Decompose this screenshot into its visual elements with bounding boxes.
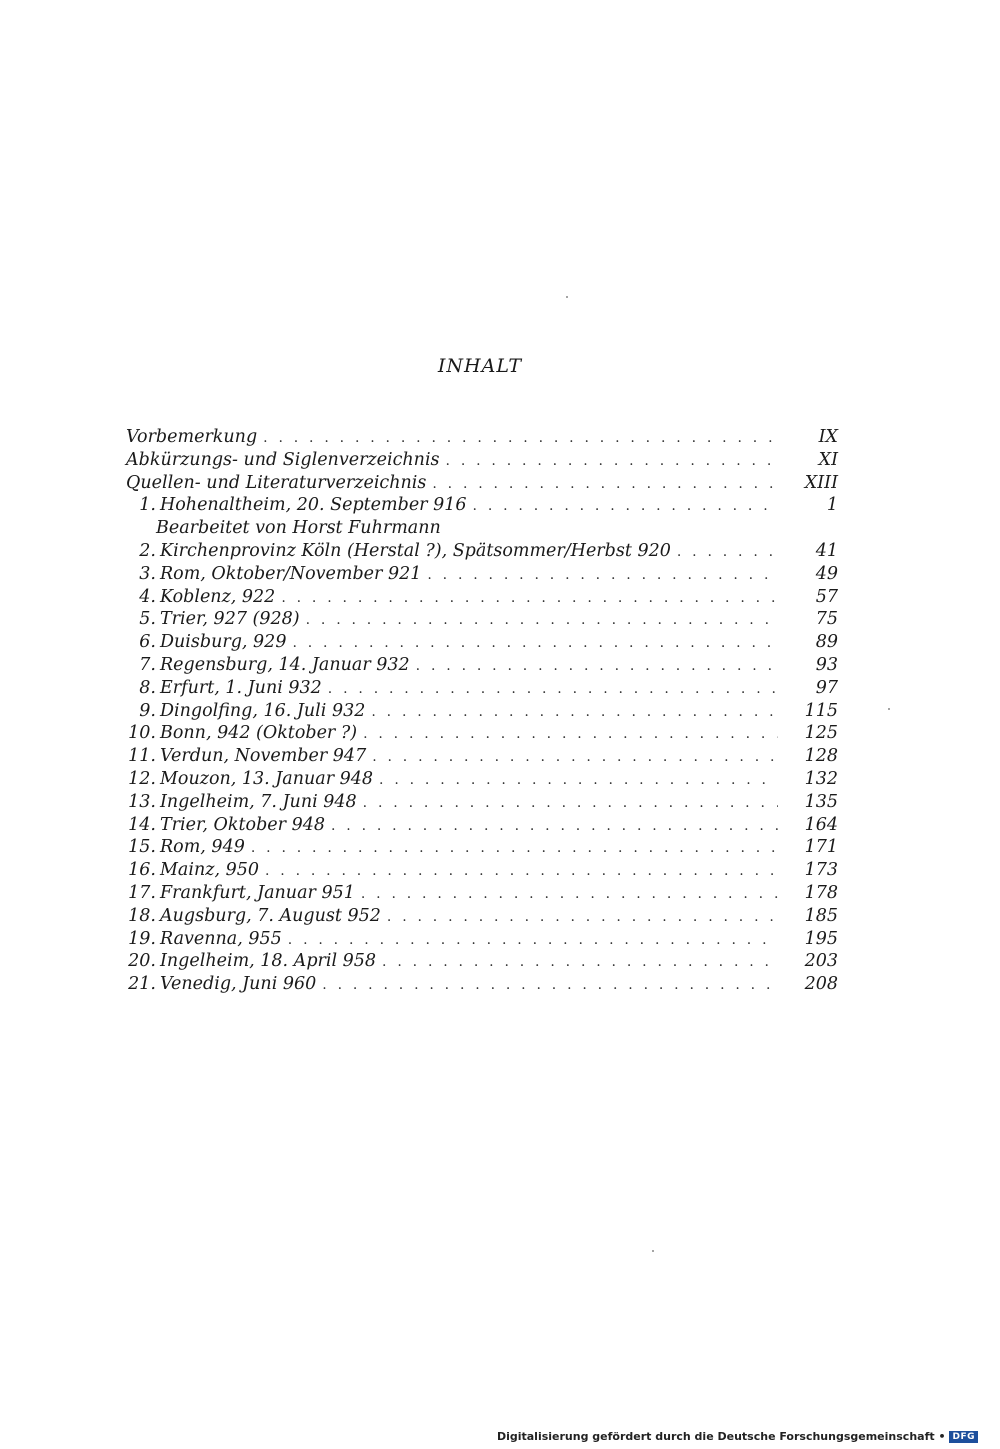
dot-leader — [379, 769, 778, 792]
scan-speck — [888, 708, 890, 710]
toc-entry-21[interactable] — [126, 973, 838, 996]
dot-leader — [331, 815, 778, 838]
toc-entry-page: 97 — [815, 677, 838, 698]
toc-entry-number: 19. — [128, 928, 156, 949]
toc-entry-page: 125 — [804, 723, 838, 744]
toc-entry-page: 208 — [804, 974, 838, 995]
toc-entry-page: 115 — [804, 700, 838, 721]
toc-entry-number: 12. — [128, 768, 156, 789]
toc-entry-page: 178 — [804, 882, 838, 903]
toc-entry-title: Trier, 927 (928) — [160, 609, 300, 630]
editor-note-text: Bearbeitet von Horst Fuhrmann — [156, 518, 441, 539]
toc-entry-title: Regensburg, 14. Januar 932 — [160, 654, 410, 675]
toc-entry-page: 185 — [804, 905, 838, 926]
scan-speck — [566, 296, 568, 298]
toc-entry-number: 6. — [139, 632, 156, 653]
dot-leader — [322, 974, 778, 997]
toc-entry-number: 7. — [139, 654, 156, 675]
toc-entry-number: 8. — [139, 677, 156, 698]
dot-leader — [265, 860, 778, 883]
dot-leader — [263, 427, 778, 450]
toc-entry-7[interactable] — [126, 654, 838, 677]
toc-entry-11[interactable] — [126, 745, 838, 768]
toc-entry-18[interactable] — [126, 905, 838, 928]
toc-entry-number: 20. — [128, 951, 156, 972]
toc-entry-title: Hohenaltheim, 20. September 916 — [160, 495, 467, 516]
dot-leader — [363, 723, 778, 746]
dot-leader — [677, 541, 778, 564]
dot-leader — [371, 701, 778, 724]
toc-entry-page: 57 — [815, 586, 838, 607]
toc-entry-page: IX — [818, 427, 838, 447]
toc-entry-title: Mouzon, 13. Januar 948 — [160, 768, 374, 789]
toc-entry-19[interactable] — [126, 928, 838, 951]
toc-entry-page: 203 — [804, 951, 838, 972]
toc-entry-title: Bonn, 942 (Oktober ?) — [160, 723, 358, 744]
toc-entry-title: Erfurt, 1. Juni 932 — [160, 677, 322, 698]
toc-entry-8[interactable] — [126, 677, 838, 700]
dot-leader — [382, 951, 778, 974]
scan-speck — [652, 1250, 654, 1252]
toc-entry-15[interactable] — [126, 836, 838, 859]
toc-entry-17[interactable] — [126, 882, 838, 905]
dot-leader — [361, 883, 778, 906]
toc-entry-5[interactable] — [126, 608, 838, 631]
toc-editor-note — [126, 517, 838, 540]
toc-entry-number: 2. — [139, 540, 156, 561]
digitization-footer — [497, 1430, 978, 1443]
toc-entry-page: 173 — [804, 860, 838, 881]
toc-entry-title: Trier, Oktober 948 — [160, 814, 325, 835]
toc-entry-title: Ingelheim, 18. April 958 — [160, 951, 377, 972]
toc-entry-title: Kirchenprovinz Köln (Herstal ?), Spätsommer/Herbst 920 — [160, 540, 671, 561]
toc-entry-number: 3. — [139, 563, 156, 584]
footer-text: Digitalisierung gefördert durch die Deutsche Forschungsgemeinschaft • — [496, 1430, 946, 1443]
toc-entry-page: 171 — [804, 837, 838, 858]
toc-entry-title: Ravenna, 955 — [160, 928, 282, 949]
dot-leader — [306, 609, 778, 632]
toc-entry-number: 9. — [139, 700, 156, 721]
toc-entry-4[interactable] — [126, 586, 838, 609]
dot-leader — [292, 632, 778, 655]
toc-entry-number: 11. — [128, 746, 156, 767]
toc-entry-page: 93 — [815, 654, 838, 675]
dot-leader — [363, 792, 778, 815]
toc-entry-page: 75 — [815, 609, 838, 630]
toc-entry-title: Koblenz, 922 — [160, 586, 276, 607]
toc-entry-title: Rom, 949 — [160, 837, 245, 858]
toc-entry-number: 17. — [128, 882, 156, 903]
toc-entry-20[interactable] — [126, 950, 838, 973]
toc-entry-14[interactable] — [126, 814, 838, 837]
dot-leader — [432, 473, 778, 496]
dfg-logo-icon: DFG — [949, 1431, 978, 1443]
dot-leader — [387, 906, 778, 929]
toc-entry-vorbemerkung[interactable] — [126, 426, 838, 449]
toc-entry-title: Augsburg, 7. August 952 — [160, 905, 381, 926]
toc-entry-number: 1. — [139, 495, 156, 516]
toc-entry-title: Mainz, 950 — [160, 860, 259, 881]
dot-leader — [473, 495, 778, 518]
dot-leader — [288, 929, 778, 952]
toc-entry-page: 49 — [815, 563, 838, 584]
toc-entry-page: XI — [818, 449, 838, 470]
dot-leader — [427, 564, 778, 587]
toc-entry-title: Quellen- und Literaturverzeichnis — [126, 472, 427, 493]
toc-entry-page: 128 — [804, 746, 838, 767]
toc-entry-page: 164 — [804, 814, 838, 835]
toc-entry-title: Dingolfing, 16. Juli 932 — [160, 700, 366, 721]
toc-entry-page: 135 — [804, 791, 838, 812]
dot-leader — [251, 837, 778, 860]
toc-entry-number: 14. — [128, 814, 156, 835]
toc-entry-page: 195 — [804, 928, 838, 949]
toc-entry-2[interactable] — [126, 540, 838, 563]
toc-entry-number: 15. — [128, 837, 156, 858]
table-of-contents — [126, 426, 838, 996]
toc-entry-9[interactable] — [126, 700, 838, 723]
toc-entry-quellen[interactable] — [126, 472, 838, 495]
toc-entry-title: Frankfurt, Januar 951 — [160, 882, 355, 903]
toc-entry-page: 1 — [826, 495, 838, 516]
dot-leader — [446, 450, 778, 473]
toc-entry-number: 4. — [139, 586, 156, 607]
toc-entry-number: 10. — [128, 723, 156, 744]
toc-entry-3[interactable] — [126, 563, 838, 586]
toc-entry-12[interactable] — [126, 768, 838, 791]
toc-entry-title: Ingelheim, 7. Juni 948 — [160, 791, 357, 812]
toc-entry-16[interactable] — [126, 859, 838, 882]
toc-entry-title: Rom, Oktober/November 921 — [160, 563, 422, 584]
toc-entry-title: Venedig, Juni 960 — [160, 974, 317, 995]
toc-entry-1[interactable] — [126, 494, 838, 517]
toc-entry-number: 16. — [128, 860, 156, 881]
toc-entry-number: 18. — [128, 905, 156, 926]
toc-entry-10[interactable] — [126, 722, 838, 745]
toc-entry-number: 13. — [128, 791, 156, 812]
dot-leader — [281, 587, 778, 610]
dot-leader — [372, 746, 778, 769]
toc-entry-page: XIII — [804, 472, 838, 493]
dot-leader — [328, 678, 778, 701]
toc-entry-13[interactable] — [126, 791, 838, 814]
toc-entry-title: Abkürzungs- und Siglenverzeichnis — [126, 449, 440, 470]
toc-entry-number: 5. — [139, 609, 156, 630]
dot-leader — [416, 655, 778, 678]
toc-entry-title: Verdun, November 947 — [160, 746, 367, 767]
toc-entry-page: 132 — [804, 768, 838, 789]
toc-entry-page: 41 — [815, 540, 838, 561]
toc-entry-page: 89 — [815, 632, 838, 653]
toc-entry-abkuerzungen[interactable] — [126, 449, 838, 472]
page-title: INHALT — [437, 355, 523, 377]
toc-entry-title: Vorbemerkung — [126, 427, 258, 447]
toc-entry-number: 21. — [128, 974, 156, 995]
toc-entry-6[interactable] — [126, 631, 838, 654]
toc-entry-title: Duisburg, 929 — [160, 632, 287, 653]
